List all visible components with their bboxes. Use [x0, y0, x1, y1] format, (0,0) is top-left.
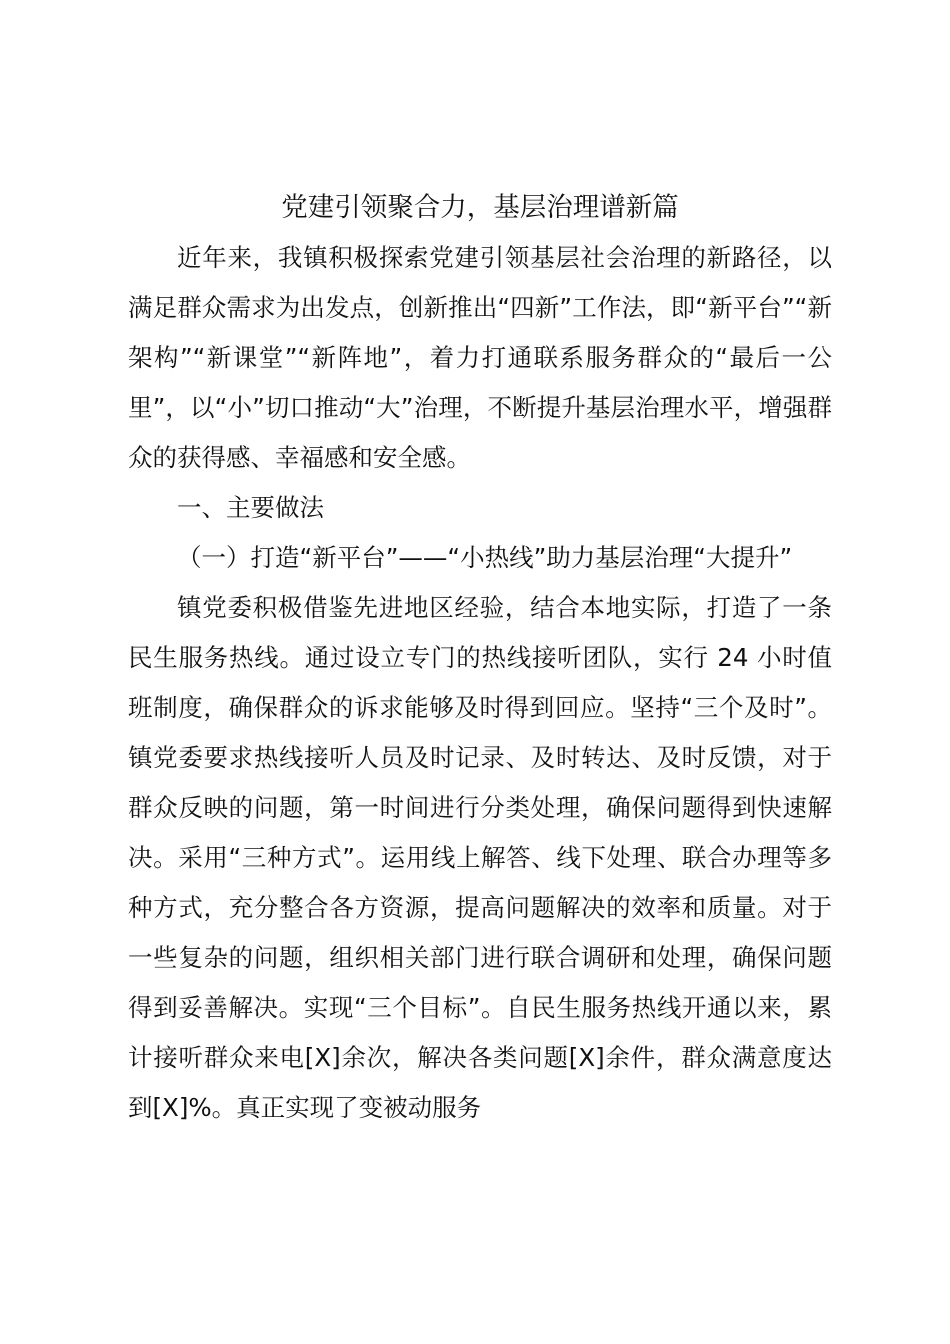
intro-paragraph: 近年来，我镇积极探索党建引领基层社会治理的新路径，以满足群众需求为出发点，创新推出“四新”工作法，即“新平台”“新架构”“新课堂”“新阵地”，着力打通联系服务群众的“最后一公里”，以“小”切口推动“大”治理，不断提升基层治理水平，增强群众的获得感、幸福感和安全感。 — [128, 243, 832, 472]
document-page — [128, 183, 832, 1133]
document-title: 党建引领聚合力，基层治理谱新篇 — [281, 192, 679, 223]
section-heading: 一、主要做法 — [177, 493, 324, 522]
body-paragraph: 镇党委积极借鉴先进地区经验，结合本地实际，打造了一条民生服务热线。通过设立专门的热线接听团队，实行 24 小时值班制度，确保群众的诉求能够及时得到回应。坚持“三个及时”。镇党委要求热线接听人员及时记录、及时转达、及时反馈，对于群众反映的问题，第一时间进行分类处理，确保问题得到快速解决。采用“三种方式”。运用线上解答、线下处理、联合办理等多种方式，充分整合各方资源，提高问题解决的效率和质量。对于一些复杂的问题，组织相关部门进行联合调研和处理，确保问题得到妥善解决。实现“三个目标”。自民生服务热线开通以来，累计接听群众来电[X]余次，解决各类问题[X]余件，群众满意度达到[X]%。真正实现了变被动服务 — [128, 593, 832, 1122]
subsection-heading: （一）打造“新平台”——“小热线”助力基层治理“大提升” — [177, 543, 793, 572]
